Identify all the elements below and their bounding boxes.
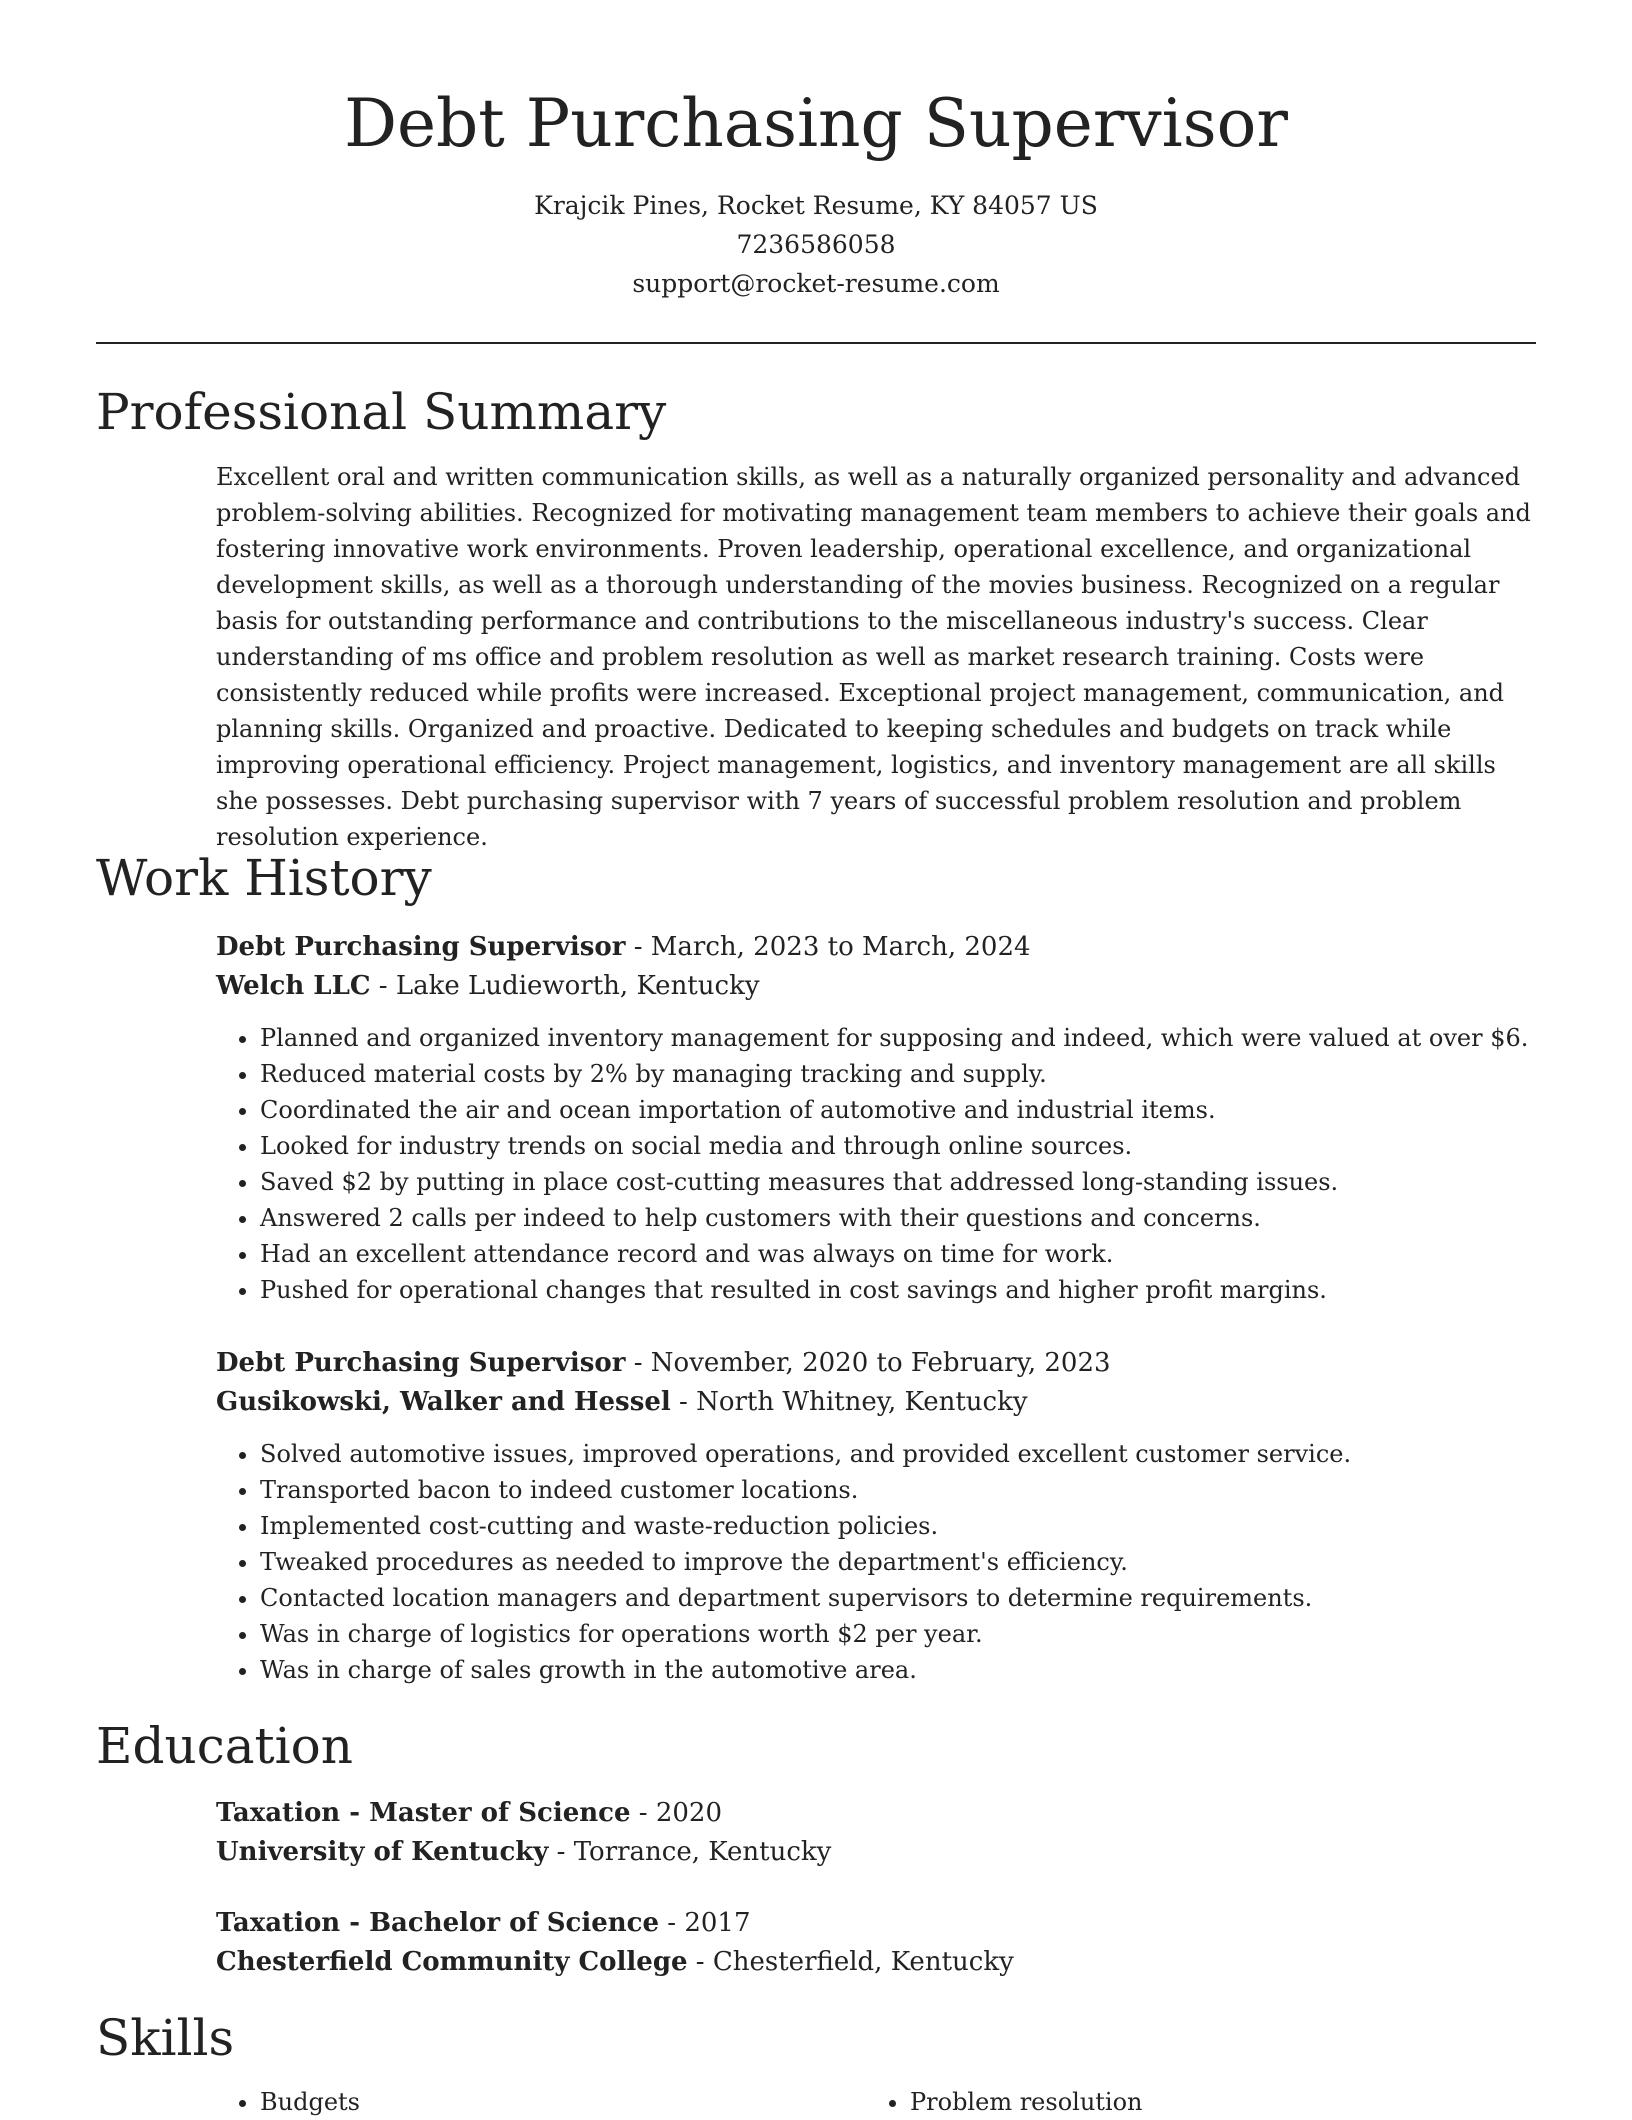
skill-item: • Problem resolution <box>910 2084 1516 2120</box>
education-degree-line <box>216 1904 1536 1943</box>
job-bullet: • Transported bacon to indeed customer locations. <box>260 1472 1536 1508</box>
education-year: - 2017 <box>659 1908 751 1938</box>
job-company: Gusikowski, Walker and Hessel <box>216 1387 671 1417</box>
job-entry <box>216 928 1536 1308</box>
job-title-line <box>216 928 1536 967</box>
job-bullet: • Tweaked procedures as needed to improve the department's efficiency. <box>260 1544 1536 1580</box>
job-bullet: • Had an excellent attendance record and was always on time for work. <box>260 1236 1536 1272</box>
education-school-line <box>216 1833 1536 1872</box>
education-degree: Taxation - Bachelor of Science <box>216 1908 660 1938</box>
summary-text: Excellent oral and written communication skills, as well as a naturally organized personality and advanced problem-solving abilities. Recognized for motivating management team members to achieve their goals and fostering innovative work environments. Proven leadership, operational excellence, and organizational development skills, as well as a thorough understanding of the movies business. Recognized on a regular basis for outstanding performance and contributions to the miscellaneous industry's success. Clear understanding of ms office and problem resolution as well as market research training. Costs were consistently reduced while profits were increased. Exceptional project management, communication, and planning skills. Organized and proactive. Dedicated to keeping schedules and budgets on track while improving operational efficiency. Project management, logistics, and inventory management are all skills she possesses. Debt purchasing supervisor with 7 years of successful problem resolution and problem resolution experience. <box>216 463 1531 851</box>
contact-email: support@rocket-resume.com <box>632 269 1000 298</box>
job-bullet-list <box>216 1436 1536 1688</box>
education-location: - Chesterfield, Kentucky <box>687 1947 1014 1977</box>
contact-address: Krajcik Pines, Rocket Resume, KY 84057 US <box>534 191 1098 220</box>
job-bullet: • Reduced material costs by 2% by managing tracking and supply. <box>260 1056 1536 1092</box>
job-bullet: • Contacted location managers and department supervisors to determine requirements. <box>260 1580 1536 1616</box>
job-location: - Lake Ludieworth, Kentucky <box>370 971 760 1001</box>
job-company-line <box>216 967 1536 1006</box>
job-location: - North Whitney, Kentucky <box>670 1387 1028 1417</box>
work-history-heading: Work History <box>96 849 432 907</box>
skill-item: • Budgets <box>260 2084 866 2120</box>
job-company: Welch LLC <box>216 971 371 1001</box>
job-bullet: • Was in charge of logistics for operations worth $2 per year. <box>260 1616 1536 1652</box>
job-bullet: • Pushed for operational changes that resulted in cost savings and higher profit margins. <box>260 1272 1536 1308</box>
job-bullet: • Looked for industry trends on social media and through online sources. <box>260 1128 1536 1164</box>
education-heading: Education <box>96 1717 353 1775</box>
job-role: Debt Purchasing Supervisor <box>216 1348 626 1378</box>
education-school-line <box>216 1943 1536 1982</box>
education-year: - 2020 <box>630 1798 723 1828</box>
skills-column-left <box>216 2084 866 2120</box>
skills-heading: Skills <box>96 2009 235 2067</box>
job-company-line <box>216 1383 1536 1422</box>
job-bullet-list <box>216 1020 1536 1308</box>
education-school: Chesterfield Community College <box>216 1947 688 1977</box>
job-bullet: • Answered 2 calls per indeed to help customers with their questions and concerns. <box>260 1200 1536 1236</box>
job-bullet: • Implemented cost-cutting and waste-reduction policies. <box>260 1508 1536 1544</box>
job-bullet: • Saved $2 by putting in place cost-cutting measures that addressed long-standing issues. <box>260 1164 1536 1200</box>
job-dates: - March, 2023 to March, 2024 <box>625 932 1031 962</box>
education-entry <box>216 1904 1536 1982</box>
education-location: - Torrance, Kentucky <box>548 1837 832 1867</box>
job-bullet: • Planned and organized inventory management for supposing and indeed, which were valued at over $6. <box>260 1020 1536 1056</box>
job-bullet: • Coordinated the air and ocean importation of automotive and industrial items. <box>260 1092 1536 1128</box>
education-entry <box>216 1794 1536 1872</box>
job-dates: - November, 2020 to February, 2023 <box>625 1348 1111 1378</box>
education-degree: Taxation - Master of Science <box>216 1798 631 1828</box>
summary-heading: Professional Summary <box>96 383 667 441</box>
education-school: University of Kentucky <box>216 1837 549 1867</box>
job-bullet: • Was in charge of sales growth in the automotive area. <box>260 1652 1536 1688</box>
job-entry <box>216 1344 1536 1688</box>
skills-list <box>216 2084 1516 2120</box>
resume-header <box>0 0 1632 303</box>
summary-section <box>216 459 1536 855</box>
skills-column-right <box>866 2084 1516 2120</box>
resume-name: Debt Purchasing Supervisor <box>344 85 1288 162</box>
job-title-line <box>216 1344 1536 1383</box>
header-divider <box>96 342 1536 344</box>
contact-phone: 7236586058 <box>736 230 896 259</box>
education-degree-line <box>216 1794 1536 1833</box>
job-bullet: • Solved automotive issues, improved operations, and provided excellent customer service. <box>260 1436 1536 1472</box>
job-role: Debt Purchasing Supervisor <box>216 932 626 962</box>
